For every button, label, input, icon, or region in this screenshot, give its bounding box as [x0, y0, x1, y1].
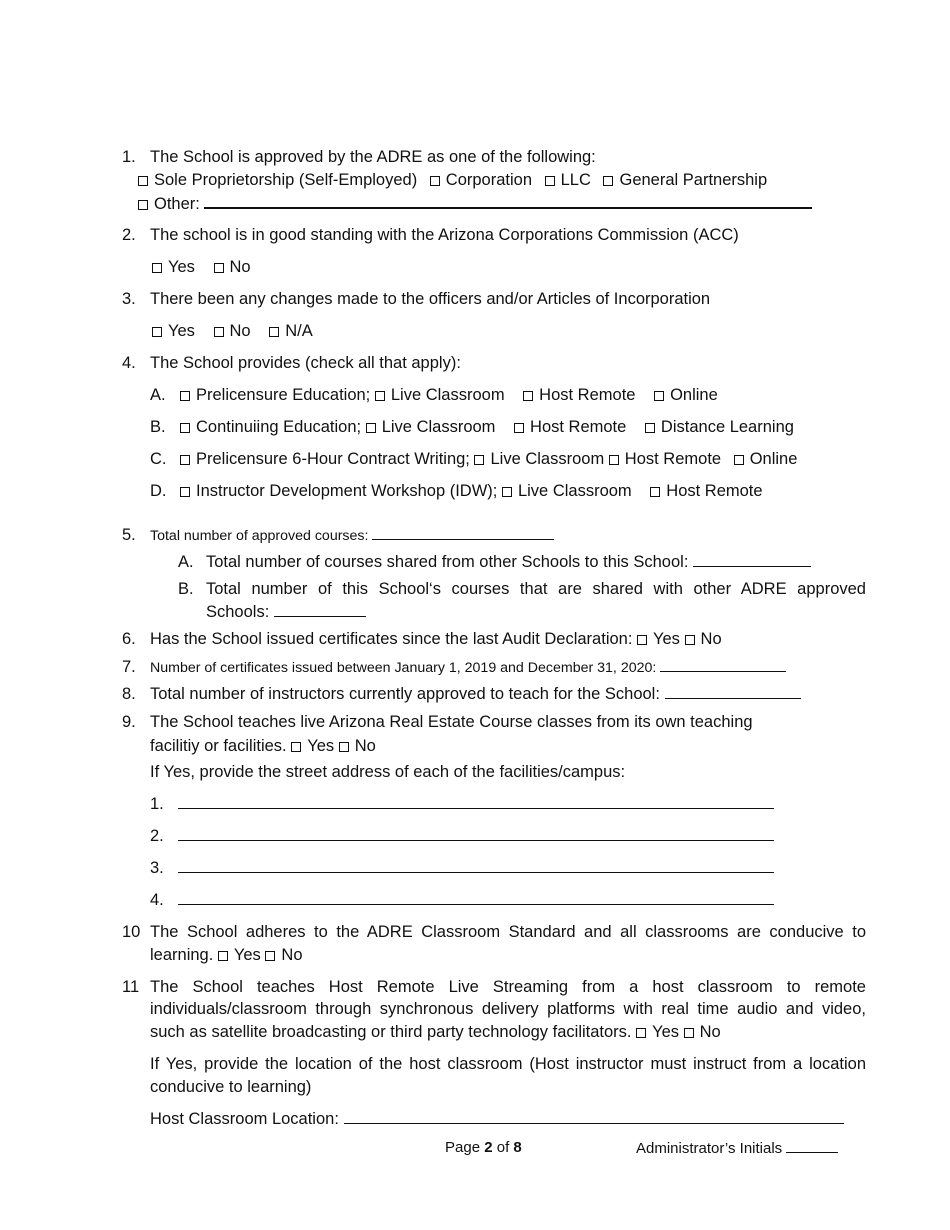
- q1-number: 1.: [122, 148, 136, 166]
- q2-no-checkbox[interactable]: [214, 263, 224, 273]
- b-distance-learning-label: Distance Learning: [660, 418, 794, 436]
- page-of: of: [496, 1139, 510, 1156]
- idw-label: Instructor Development Workshop (IDW);: [196, 482, 498, 500]
- b-host-remote-checkbox[interactable]: [514, 423, 524, 433]
- c-live-classroom-label: Live Classroom: [490, 450, 605, 468]
- host-classroom-row: [150, 1108, 844, 1130]
- q4-text: The School provides (check all that apply):: [150, 354, 461, 372]
- host-classroom-input-line[interactable]: [344, 1108, 844, 1124]
- q2-yes-label: Yes: [168, 258, 195, 276]
- address-1-input-line[interactable]: [178, 793, 774, 809]
- q10-text2: learning.: [150, 946, 214, 964]
- administrator-initials-row: [636, 1137, 838, 1160]
- q3-options-row: [152, 320, 313, 342]
- q9-row2: [150, 735, 376, 757]
- general-partnership-checkbox[interactable]: [603, 176, 613, 186]
- q8-number: 8.: [122, 685, 136, 703]
- q5-a-text: Total number of courses shared from other Schools to this School:: [206, 553, 689, 571]
- q2-text: The school is in good standing with the Arizona Corporations Commission (ACC): [150, 226, 739, 244]
- q4-item-c-letter: C.: [150, 450, 167, 468]
- idw-checkbox[interactable]: [180, 487, 190, 497]
- a-live-classroom-label: Live Classroom: [390, 386, 505, 404]
- sole-proprietorship-checkbox[interactable]: [138, 176, 148, 186]
- b-distance-learning-checkbox[interactable]: [645, 423, 655, 433]
- a-host-remote-label: Host Remote: [539, 386, 636, 404]
- q9-no-label: No: [354, 737, 376, 755]
- q9-yes-checkbox[interactable]: [291, 742, 301, 752]
- q4-item-d-letter: D.: [150, 482, 167, 500]
- q3-no-label: No: [229, 322, 251, 340]
- q11-ifyes-line2: conducive to learning): [150, 1078, 312, 1096]
- address-2-input-line[interactable]: [178, 825, 774, 841]
- q11-line3: such as satellite broadcasting or third party technology facilitators.: [150, 1023, 632, 1041]
- q6-yes-label: Yes: [653, 630, 680, 648]
- llc-checkbox[interactable]: [545, 176, 555, 186]
- q11-yes-checkbox[interactable]: [636, 1028, 646, 1038]
- shared-in-courses-input-line[interactable]: [693, 551, 811, 567]
- administrator-initials-label: Administrator’s Initials: [636, 1140, 783, 1157]
- page-number: [445, 1137, 522, 1159]
- q5-a-letter: A.: [178, 553, 194, 571]
- c-online-label: Online: [749, 450, 798, 468]
- b-host-remote-label: Host Remote: [530, 418, 627, 436]
- other-input-line[interactable]: [204, 192, 812, 209]
- address-1-number: 1.: [150, 795, 164, 813]
- contract-writing-label: Prelicensure 6-Hour Contract Writing;: [196, 450, 470, 468]
- q9-text: The School teaches live Arizona Real Estate Course classes from its own teaching: [150, 713, 753, 731]
- c-live-classroom-checkbox[interactable]: [474, 455, 484, 465]
- q5-b-text2: Schools:: [206, 603, 270, 621]
- corporation-checkbox[interactable]: [430, 176, 440, 186]
- q9-number: 9.: [122, 713, 136, 731]
- address-2-number: 2.: [150, 827, 164, 845]
- instructors-count-input-line[interactable]: [665, 683, 801, 699]
- q11-no-checkbox[interactable]: [684, 1028, 694, 1038]
- q4-item-d: [180, 480, 763, 502]
- q5-text: Total number of approved courses:: [150, 528, 369, 544]
- d-host-remote-checkbox[interactable]: [650, 487, 660, 497]
- q11-line1: The School teaches Host Remote Live Streaming from a host classroom to remote: [150, 978, 866, 996]
- q7-number: 7.: [122, 658, 136, 676]
- continuing-education-checkbox[interactable]: [180, 423, 190, 433]
- host-classroom-label: Host Classroom Location:: [150, 1110, 339, 1128]
- q3-na-label: N/A: [285, 322, 313, 340]
- a-host-remote-checkbox[interactable]: [523, 391, 533, 401]
- q9-yes-label: Yes: [307, 737, 335, 755]
- page-prefix: Page: [445, 1139, 481, 1156]
- prelicensure-education-checkbox[interactable]: [180, 391, 190, 401]
- a-online-label: Online: [670, 386, 718, 404]
- q6-text: Has the School issued certificates since the last Audit Declaration:: [150, 630, 633, 648]
- sole-proprietorship-label: Sole Proprietorship (Self-Employed): [154, 171, 418, 189]
- corporation-label: Corporation: [445, 171, 533, 189]
- page-current: 2: [484, 1139, 493, 1156]
- address-3-input-line[interactable]: [178, 857, 774, 873]
- q2-no-label: No: [229, 258, 251, 276]
- contract-writing-checkbox[interactable]: [180, 455, 190, 465]
- administrator-initials-input-line[interactable]: [786, 1137, 838, 1153]
- q1-text: The School is approved by the ADRE as one of the following:: [150, 148, 596, 166]
- d-live-classroom-checkbox[interactable]: [502, 487, 512, 497]
- q10-yes-checkbox[interactable]: [218, 951, 228, 961]
- q5-b-text: Total number of this School‘s courses that are shared with other ADRE approved: [206, 580, 866, 598]
- q8-text: Total number of instructors currently approved to teach for the School:: [150, 685, 660, 703]
- q3-na-checkbox[interactable]: [269, 327, 279, 337]
- q5-a-row: [206, 551, 811, 573]
- q2-yes-checkbox[interactable]: [152, 263, 162, 273]
- q3-text: There been any changes made to the officers and/or Articles of Incorporation: [150, 290, 711, 308]
- d-live-classroom-label: Live Classroom: [517, 482, 632, 500]
- q11-line2: individuals/classroom through synchronous delivery platforms with real time audio and video,: [150, 1000, 866, 1018]
- q6-row: [150, 628, 722, 650]
- address-3-number: 3.: [150, 859, 164, 877]
- q6-number: 6.: [122, 630, 136, 648]
- q5-number: 5.: [122, 526, 136, 544]
- q9-ifyes: If Yes, provide the street address of each of the facilities/campus:: [150, 763, 626, 781]
- q3-yes-checkbox[interactable]: [152, 327, 162, 337]
- q10-no-checkbox[interactable]: [265, 951, 275, 961]
- q4-item-b-letter: B.: [150, 418, 166, 436]
- q10-yes-label: Yes: [233, 946, 261, 964]
- q4-item-a-letter: A.: [150, 386, 166, 404]
- page-total: 8: [513, 1139, 522, 1156]
- a-online-checkbox[interactable]: [654, 391, 664, 401]
- q10-row2: [150, 944, 303, 966]
- q10-text: The School adheres to the ADRE Classroom Standard and all classrooms are conducive to: [150, 923, 866, 941]
- a-live-classroom-checkbox[interactable]: [375, 391, 385, 401]
- general-partnership-label: General Partnership: [619, 171, 768, 189]
- q11-row3: [150, 1021, 721, 1043]
- c-host-remote-label: Host Remote: [624, 450, 722, 468]
- q5-row: [150, 524, 554, 547]
- shared-out-courses-input-line[interactable]: [274, 601, 366, 617]
- q10-number: 10: [122, 923, 141, 941]
- q3-yes-label: Yes: [168, 322, 195, 340]
- q4-item-b: [180, 416, 794, 438]
- q11-yes-label: Yes: [652, 1023, 680, 1041]
- q11-number: 11: [122, 978, 140, 996]
- q1-other-row: [138, 192, 812, 215]
- q11-no-label: No: [699, 1023, 721, 1041]
- d-host-remote-label: Host Remote: [666, 482, 763, 500]
- q7-row: [150, 656, 786, 679]
- q4-number: 4.: [122, 354, 136, 372]
- q9-text2: facilitiy or facilities.: [150, 737, 287, 755]
- q6-yes-checkbox[interactable]: [637, 635, 647, 645]
- q3-no-checkbox[interactable]: [214, 327, 224, 337]
- c-host-remote-checkbox[interactable]: [609, 455, 619, 465]
- b-live-classroom-label: Live Classroom: [381, 418, 496, 436]
- q10-no-label: No: [281, 946, 303, 964]
- q6-no-label: No: [700, 630, 722, 648]
- q5-b-row2: [206, 601, 366, 623]
- q3-number: 3.: [122, 290, 136, 308]
- address-4-number: 4.: [150, 891, 164, 909]
- q4-item-c: [180, 448, 797, 470]
- prelicensure-education-label: Prelicensure Education;: [196, 386, 371, 404]
- approved-courses-input-line[interactable]: [372, 524, 554, 540]
- q2-options-row: [152, 256, 251, 278]
- llc-label: LLC: [560, 171, 591, 189]
- q9-no-checkbox[interactable]: [339, 742, 349, 752]
- other-checkbox[interactable]: [138, 200, 148, 210]
- q7-text: Number of certificates issued between January 1, 2019 and December 31, 2020:: [150, 660, 657, 676]
- q2-number: 2.: [122, 226, 136, 244]
- continuing-education-label: Continuiing Education;: [196, 418, 362, 436]
- c-online-checkbox[interactable]: [734, 455, 744, 465]
- q4-item-a: [180, 384, 718, 406]
- certificates-issued-input-line[interactable]: [660, 656, 786, 672]
- q8-row: [150, 683, 801, 705]
- other-label: Other:: [154, 195, 200, 213]
- q1-options-row: [138, 169, 767, 191]
- q5-b-letter: B.: [178, 580, 194, 598]
- b-live-classroom-checkbox[interactable]: [366, 423, 376, 433]
- address-4-input-line[interactable]: [178, 889, 774, 905]
- q6-no-checkbox[interactable]: [685, 635, 695, 645]
- q11-ifyes-line1: If Yes, provide the location of the host classroom (Host instructor must instruct from a location: [150, 1055, 866, 1073]
